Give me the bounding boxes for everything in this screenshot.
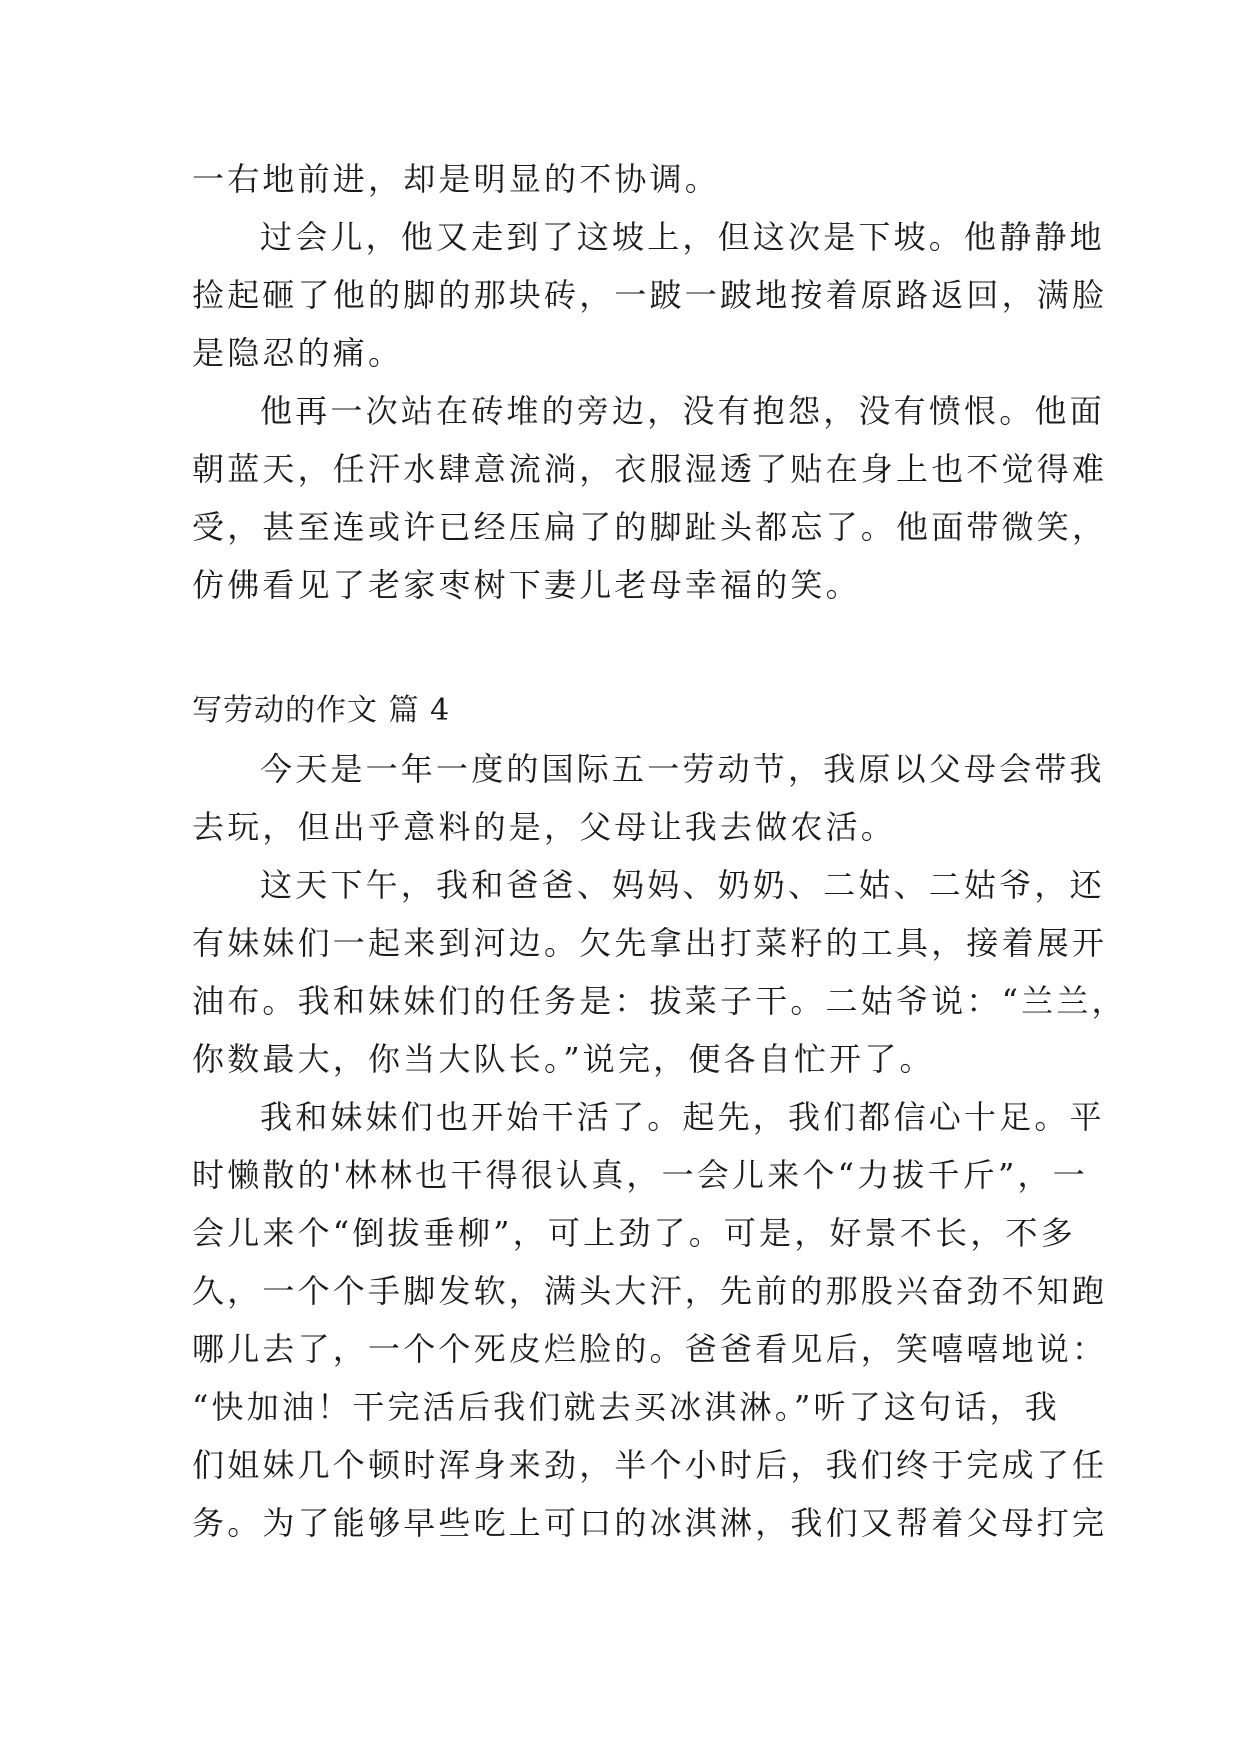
document-page (192, 150, 1127, 1552)
paragraph-line: “快加油！干完活后我们就去买冰淇淋。”听了这句话，我 (192, 1388, 1060, 1426)
paragraph-line: 过会儿，他又走到了这坡上，但这次是下坡。他静静地 (260, 218, 1105, 256)
paragraph-line: 是隐忍的痛。 (192, 334, 404, 372)
paragraph-line: 时懒散的'林林也干得很认真，一会儿来个“力拔千斤”，一 (192, 1156, 1088, 1194)
paragraph-line: 油布。我和妹妹们的任务是：拔菜子干。二姑爷说：“兰兰， (192, 982, 1127, 1020)
paragraph-line: 朝蓝天，任汗水肆意流淌，衣服湿透了贴在身上也不觉得难 (192, 450, 1108, 488)
paragraph (192, 856, 1127, 1088)
paragraph-line: 这天下午，我和爸爸、妈妈、奶奶、二姑、二姑爷，还 (260, 866, 1105, 904)
paragraph-line: 一右地前进，却是明显的不协调。 (192, 160, 721, 198)
paragraph-line: 久，一个个手脚发软，满头大汗，先前的那股兴奋劲不知跑 (192, 1272, 1108, 1310)
section-heading: 写劳动的作文 篇 4 (192, 693, 451, 728)
paragraph-line: 务。为了能够早些吃上可口的冰淇淋，我们又帮着父母打完 (192, 1504, 1108, 1542)
paragraph-line: 去玩，但出乎意料的是，父母让我去做农活。 (192, 808, 897, 846)
paragraph-line: 捡起砸了他的脚的那块砖，一跛一跛地按着原路返回，满脸 (192, 276, 1108, 314)
paragraph-line: 他再一次站在砖堆的旁边，没有抱怨，没有愤恨。他面 (260, 392, 1105, 430)
paragraph-line: 哪儿去了，一个个死皮烂脸的。爸爸看见后，笑嘻嘻地说： (192, 1330, 1108, 1368)
section-spacer (192, 614, 1064, 682)
paragraph (192, 1088, 1108, 1552)
paragraph-line: 会儿来个“倒拔垂柳”，可上劲了。可是，好景不长，不多 (192, 1214, 1076, 1252)
paragraph-line: 们姐妹几个顿时浑身来劲，半个小时后，我们终于完成了任 (192, 1446, 1108, 1484)
paragraph-line: 有妹妹们一起来到河边。欠先拿出打菜籽的工具，接着展开 (192, 924, 1108, 962)
paragraph (192, 150, 1064, 208)
paragraph (192, 208, 1108, 382)
paragraph (192, 382, 1108, 614)
paragraph-line: 受，甚至连或许已经压扁了的脚趾头都忘了。他面带微笑， (192, 508, 1108, 546)
paragraph (192, 740, 1105, 856)
paragraph-line: 我和妹妹们也开始干活了。起先，我们都信心十足。平 (260, 1098, 1105, 1136)
paragraph-line: 仿佛看见了老家枣树下妻儿老母幸福的笑。 (192, 566, 861, 604)
paragraph-line: 你数最大，你当大队长。”说完，便各自忙开了。 (192, 1040, 935, 1078)
paragraph-line: 今天是一年一度的国际五一劳动节，我原以父母会带我 (260, 750, 1105, 788)
